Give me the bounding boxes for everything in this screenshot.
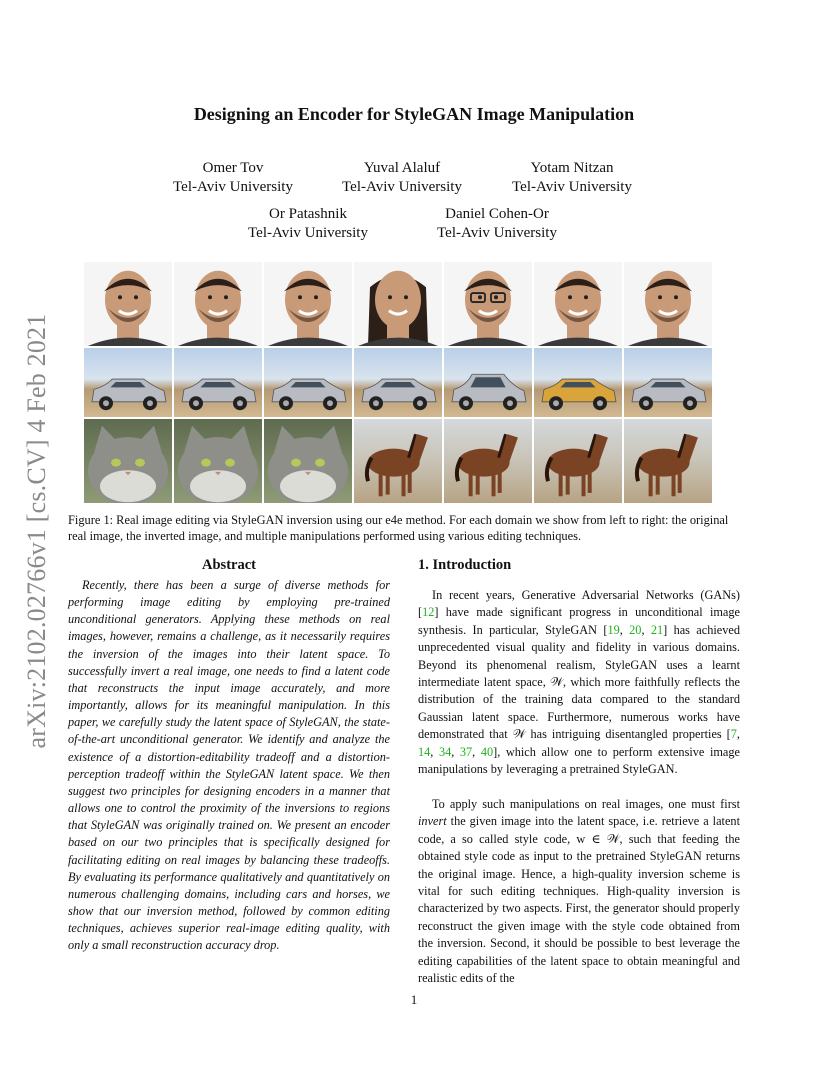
face-thumbnail — [534, 262, 622, 346]
thumbnail-graphic — [624, 419, 712, 503]
author-affiliation: Tel-Aviv University — [512, 179, 632, 195]
author-3 — [492, 159, 652, 197]
cat-thumbnail — [264, 419, 352, 503]
thumbnail-graphic — [264, 262, 352, 346]
author-5 — [417, 205, 577, 243]
thumbnail-graphic — [534, 262, 622, 346]
horse-thumbnail — [534, 419, 622, 503]
citation-link[interactable]: 7 — [730, 727, 737, 742]
author-affiliation: Tel-Aviv University — [342, 179, 462, 195]
thumbnail-graphic — [264, 348, 352, 417]
face-thumbnail — [84, 262, 172, 346]
thumbnail-graphic — [624, 348, 712, 417]
author-name: Or Patashnik — [269, 206, 347, 222]
car-thumbnail — [444, 348, 532, 417]
cat-thumbnail — [174, 419, 262, 503]
author-name: Omer Tov — [202, 160, 264, 176]
thumbnail-graphic — [84, 262, 172, 346]
author-name: Yotam Nitzan — [530, 160, 614, 176]
thumbnail-graphic — [354, 348, 442, 417]
car-thumbnail — [264, 348, 352, 417]
citation-link[interactable]: 12 — [422, 605, 435, 620]
face-thumbnail — [444, 262, 532, 346]
thumbnail-graphic — [444, 348, 532, 417]
citation-link[interactable]: 40 — [480, 744, 494, 759]
intro-paragraph-1: In recent years, Generative Adversarial Networks (GANs) [12] have made significant progress in unconditional image synthesis. In particular, StyleGAN [19, 20, 21] has achieved unprecedented visual quality and fidelity in various domains. Beyond its phenomenal realism, StyleGAN uses a learnt intermediate latent space, 𝒲, which more faithfully reflects the distribution of the training data compared to the standard Gaussian latent space. Furthermore, numerous works have demonstrated that 𝒲 has intriguing disentangled properties [7, 14, 34, 37, 40], which allow one to perform extensive image manipulations by leveraging a pretrained StyleGAN. — [418, 588, 740, 777]
car-thumbnail — [534, 348, 622, 417]
horse-thumbnail — [624, 419, 712, 503]
thumbnail-graphic — [354, 262, 442, 346]
citation-link[interactable]: 34 — [438, 744, 452, 759]
thumbnail-graphic — [534, 348, 622, 417]
author-affiliation: Tel-Aviv University — [173, 179, 293, 195]
car-thumbnail — [174, 348, 262, 417]
thumbnail-graphic — [534, 419, 622, 503]
introduction-heading: 1. Introduction — [418, 557, 512, 573]
thumbnail-graphic — [174, 262, 262, 346]
author-1 — [153, 159, 313, 197]
author-affiliation: Tel-Aviv University — [437, 225, 557, 241]
arxiv-stamp — [22, 296, 52, 766]
thumbnail-graphic — [264, 419, 352, 503]
car-thumbnail — [84, 348, 172, 417]
arxiv-stamp-text: arXiv:2102.02766v1 [cs.CV] 4 Feb 2021 — [22, 313, 51, 749]
thumbnail-graphic — [84, 419, 172, 503]
citation-link[interactable]: 14 — [418, 744, 431, 759]
author-affiliation: Tel-Aviv University — [248, 225, 368, 241]
thumbnail-graphic — [174, 419, 262, 503]
abstract-heading: Abstract — [202, 557, 256, 573]
thumbnail-graphic — [174, 348, 262, 417]
author-2 — [322, 159, 482, 197]
car-thumbnail — [624, 348, 712, 417]
abstract-text: Recently, there has been a surge of diverse methods for performing image editing by employing pre-trained unconditional generators. Applying these methods on real images, however, remains a challenge, as it necessarily requires the inversion of the images into their latent space. To successfully invert a real image, one needs to find a latent code that reconstructs the input image accurately, and more importantly, allows for its meaningful manipulation. In this paper, we carefully study the latent space of StyleGAN, the state-of-the-art unconditional generator. We identify and analyze the existence of a distortion-editability tradeoff and a distortion-perception tradeoff within the StyleGAN latent space. We then suggest two principles for designing encoders in a manner that allows one to control the proximity of the inversions to regions that StyleGAN was originally trained on. We present an encoder based on our two principles that is specifically designed for facilitating editing on real images by balancing these tradeoffs. By evaluating its performance qualitatively and quantitatively on numerous challenging domains, including cars and horses, we show that our inversion method, followed by common editing techniques, achieves superior real-image editing quality, with only a small reconstruction accuracy drop. — [68, 578, 390, 953]
face-thumbnail — [174, 262, 262, 346]
citation-link[interactable]: 19 — [607, 622, 620, 637]
thumbnail-graphic — [624, 262, 712, 346]
intro-paragraph-2: To apply such manipulations on real images, one must first invert the given image into the latent space, i.e. retrieve a latent code, a so called style code, w ∈ 𝒲, such that feeding the obtained style code as input to the pretrained StyleGAN returns the original image. Hence, a high-quality inversion scheme is vital for such editing techniques. High-quality inversion is characterized by two aspects. First, the generator should properly reconstruct the given image with the style code obtained from the inversion. Second, it should be possible to best leverage the editing capabilities of the latent space to obtain meaningful and realistic edits of the — [418, 797, 740, 986]
thumbnail-graphic — [84, 348, 172, 417]
horse-thumbnail — [354, 419, 442, 503]
car-thumbnail — [354, 348, 442, 417]
page-number: 1 — [410, 992, 418, 1007]
citation-link[interactable]: 21 — [650, 622, 664, 637]
face-thumbnail — [624, 262, 712, 346]
horse-thumbnail — [444, 419, 532, 503]
face-thumbnail — [354, 262, 442, 346]
author-name: Daniel Cohen-Or — [445, 206, 549, 222]
author-name: Yuval Alaluf — [363, 160, 441, 176]
author-4 — [228, 205, 388, 243]
paper-title: Designing an Encoder for StyleGAN Image Manipulation — [193, 104, 635, 124]
face-thumbnail — [264, 262, 352, 346]
thumbnail-graphic — [444, 262, 532, 346]
citation-link[interactable]: 20 — [629, 622, 642, 637]
thumbnail-graphic — [354, 419, 442, 503]
figure-caption: Figure 1: Real image editing via StyleGAN inversion using our e4e method. For each domain we show from left to right: the original real image, the inverted image, and multiple manipulations performed using various editing techniques. — [68, 513, 729, 543]
citation-link[interactable]: 37 — [459, 744, 473, 759]
thumbnail-graphic — [444, 419, 532, 503]
cat-thumbnail — [84, 419, 172, 503]
figure-1-image-grid — [84, 262, 714, 503]
